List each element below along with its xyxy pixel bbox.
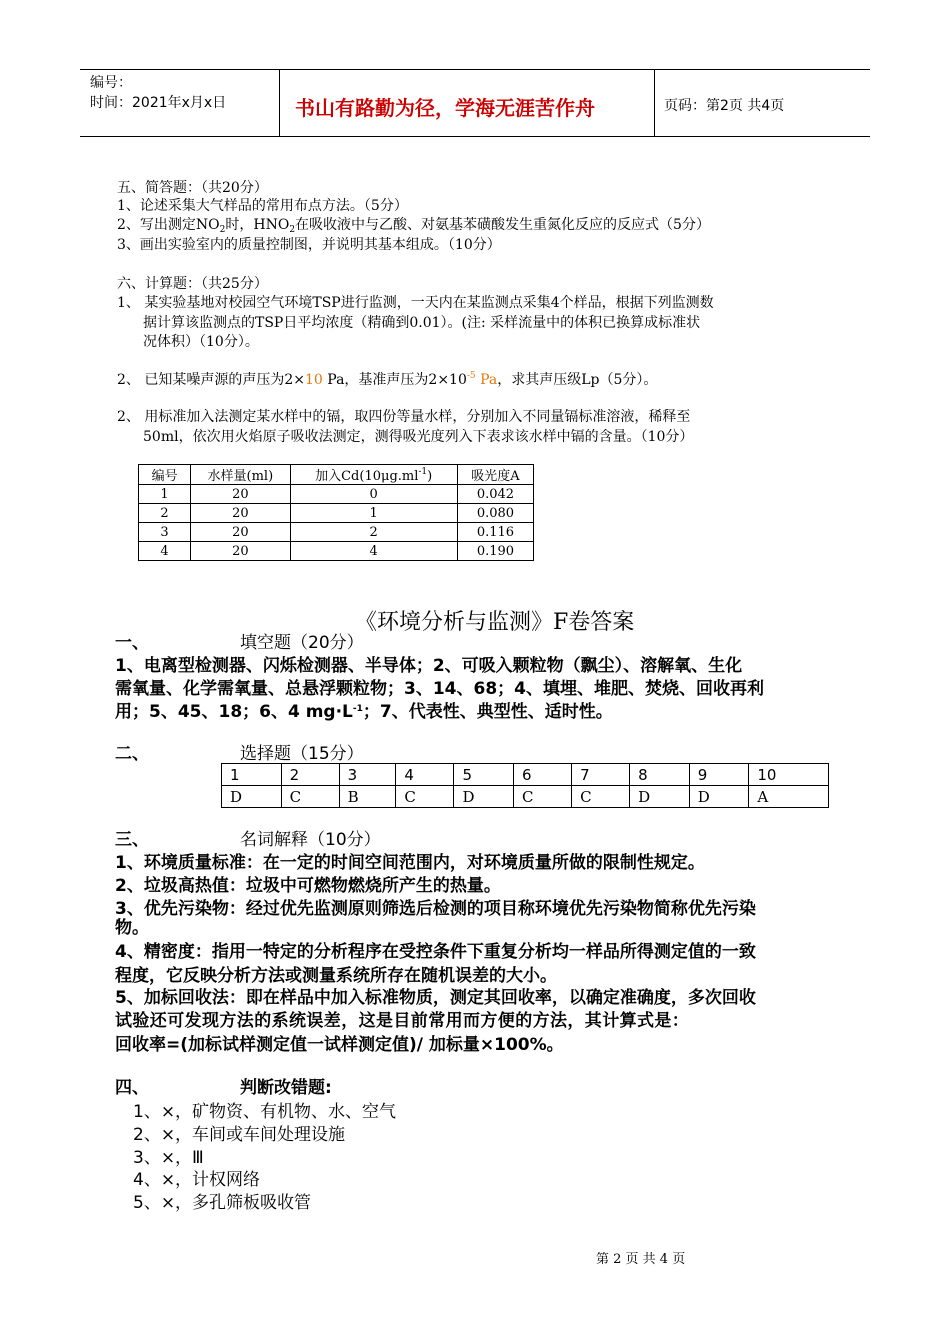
section6-q3-line2: 50ml，依次用火焰原子吸收法测定，测得吸光度列入下表求该水样中镉的含量。（10分） <box>143 429 694 445</box>
table-cell: 4 <box>290 542 457 561</box>
section6-q1-line3: 况体积）（10分）。 <box>143 334 259 350</box>
section6-q1-line2: 据计算该监测点的TSP日平均浓度（精确到0.01）。(注: 采样流量中的体积已换算成标准状 <box>143 315 701 331</box>
answer-s4-title: 判断改错题: <box>240 1078 332 1098</box>
header-date: 时间：2021年x月x日 <box>90 95 227 111</box>
table-cell: 0.116 <box>457 523 533 542</box>
answer-s3-5b: 试验还可发现方法的系统误差，这是目前常用而方便的方法，其计算式是： <box>115 1011 690 1031</box>
table-cell: 20 <box>191 523 290 542</box>
section5-title: 五、简答题：（共20分） <box>117 180 268 196</box>
answer-s1-line2: 需氧量、化学需氧量、总悬浮颗粒物；3、14、68；4、填埋、堆肥、焚烧、回收再利 <box>115 679 764 699</box>
table-cell: 9 <box>689 764 749 786</box>
table-header-row <box>139 465 534 485</box>
table-cell: 2 <box>139 504 191 523</box>
header-code: 编号： <box>90 75 132 91</box>
header-bottom-rule <box>80 136 870 137</box>
list-item: 1、×，矿物资、有机物、水、空气 <box>133 1102 397 1122</box>
table-cell: 6 <box>514 764 572 786</box>
table-cell: D <box>689 786 749 808</box>
section6-q3-line1: 2、 用标准加入法测定某水样中的镉，取四份等量水样，分别加入不同量镉标准溶液，稀释至 <box>117 409 691 425</box>
section6-q1-line1: 1、 某实验基地对校园空气环境TSP进行监测，一天内在某监测点采集4个样品，根据下列监测数 <box>117 295 714 311</box>
table-row <box>139 542 534 561</box>
table-cell: 1 <box>139 485 191 504</box>
table-cell: A <box>749 786 829 808</box>
table-cell: C <box>514 786 572 808</box>
answer-title: 《环境分析与监测》F卷答案 <box>355 610 635 635</box>
table-cell: 4 <box>396 764 454 786</box>
table-row <box>139 523 534 542</box>
table-row <box>222 786 829 808</box>
list-item: 5、×，多孔筛板吸收管 <box>133 1193 312 1213</box>
table-cell: 0.042 <box>457 485 533 504</box>
section5-q2: 2、写出测定$NO_2$时，$HNO_2$在吸收液中与乙酸、对氨基苯磺酸发生重氮化反应的反应式（5分） <box>117 217 710 235</box>
table-cell: 0.080 <box>457 504 533 523</box>
table-cell: D <box>630 786 690 808</box>
answer-s4-num: 四、 <box>115 1078 149 1098</box>
table-cell: 2 <box>290 523 457 542</box>
answer-s3-4a: 4、精密度：指用一特定的分析程序在受控条件下重复分析均一样品所得测定值的一致 <box>115 942 756 962</box>
table-cell: 10 <box>749 764 829 786</box>
answer-s2-num: 二、 <box>115 744 149 764</box>
table-cell: 20 <box>191 542 290 561</box>
header-top-rule <box>80 69 870 70</box>
table-cell: 3 <box>339 764 396 786</box>
answer-s3-3a: 3、优先污染物：经过优先监测原则筛选后检测的项目称环境优先污染物简称优先污染 <box>115 899 756 919</box>
answer-s3-2: 2、垃圾高热值：垃圾中可燃物燃烧所产生的热量。 <box>115 876 501 896</box>
table-cell: 0 <box>290 485 457 504</box>
section6-title: 六、计算题：（共25分） <box>117 276 268 292</box>
table-cell: 20 <box>191 485 290 504</box>
table-cell: 1 <box>290 504 457 523</box>
table-row <box>139 485 534 504</box>
table-cell: C <box>281 786 339 808</box>
answer-s3-num: 三、 <box>115 830 149 850</box>
table-cell: D <box>454 786 514 808</box>
table-cell: 4 <box>139 542 191 561</box>
table-cell: 8 <box>630 764 690 786</box>
table-row <box>222 764 829 786</box>
answer-s3-4b: 程度，它反映分析方法或测量系统所存在随机误差的大小。 <box>115 966 557 986</box>
answer-s1-title: 填空题（20分） <box>240 633 364 653</box>
table-header-cell: 吸光度A <box>457 465 533 485</box>
answer-s1-line3: 用；5、45、18；6、4 $mg\cdot L^{-1}$；7、代表性、典型性、适时性。 <box>115 702 613 722</box>
table-cell: C <box>396 786 454 808</box>
table-cell: 20 <box>191 504 290 523</box>
table-row <box>139 504 534 523</box>
answer-s3-5a: 5、加标回收法：即在样品中加入标准物质，测定其回收率，以确定准确度，多次回收 <box>115 988 756 1008</box>
table-header-cell: 水样量(ml) <box>191 465 290 485</box>
section5-q3: 3、画出实验室内的质量控制图，并说明其基本组成。（10分） <box>117 237 501 253</box>
answer-s3-3b: 物。 <box>115 918 149 938</box>
answer-s2-title: 选择题（15分） <box>240 744 364 764</box>
table-cell: 2 <box>281 764 339 786</box>
list-item: 4、×，计权网络 <box>133 1170 261 1190</box>
table-cell: B <box>339 786 396 808</box>
answer-s3-1: 1、环境质量标准：在一定的时间空间范围内，对环境质量所做的限制性规定。 <box>115 853 705 873</box>
answer-s1-num: 一、 <box>115 633 149 653</box>
header-page-info: 页码：第2页 共4页 <box>664 98 785 114</box>
header-divider-left <box>279 69 280 136</box>
table-cell: 7 <box>572 764 630 786</box>
list-item: 3、×，Ⅲ <box>133 1148 204 1168</box>
answer-s1-line1: 1、电离型检测器、闪烁检测器、半导体；2、可吸入颗粒物（飘尘）、溶解氧、生化 <box>115 656 743 676</box>
page-footer: 第 2 页 共 4 页 <box>596 1252 686 1267</box>
section5-q1: 1、论述采集大气样品的常用布点方法。（5分） <box>117 198 408 214</box>
table-cell: 5 <box>454 764 514 786</box>
table-header-cell: 加入$Cd(10\mu g.ml^{-1})$ <box>290 465 457 485</box>
table-cell: 0.190 <box>457 542 533 561</box>
answer-s3-5c: 回收率=(加标试样测定值一试样测定值)/ 加标量×100%。 <box>115 1035 564 1055</box>
table-cell: 3 <box>139 523 191 542</box>
header-motto: 书山有路勤为径，学海无涯苦作舟 <box>295 96 595 120</box>
section6-q2: 2、 已知某噪声源的声压为2×10 Pa，基准声压为$2\times 10^{-5}$ Pa，求其声压级Lp（5分）。 <box>117 371 658 388</box>
table-cell: 1 <box>222 764 282 786</box>
list-item: 2、×，车间或车间处理设施 <box>133 1125 346 1145</box>
table-header-cell: 编号 <box>139 465 191 485</box>
table-cell: D <box>222 786 282 808</box>
table-cell: C <box>572 786 630 808</box>
header-divider-right <box>654 69 655 136</box>
choice-answer-table <box>221 763 829 808</box>
answer-s3-title: 名词解释（10分） <box>240 830 381 850</box>
cadmium-data-table <box>138 464 534 561</box>
